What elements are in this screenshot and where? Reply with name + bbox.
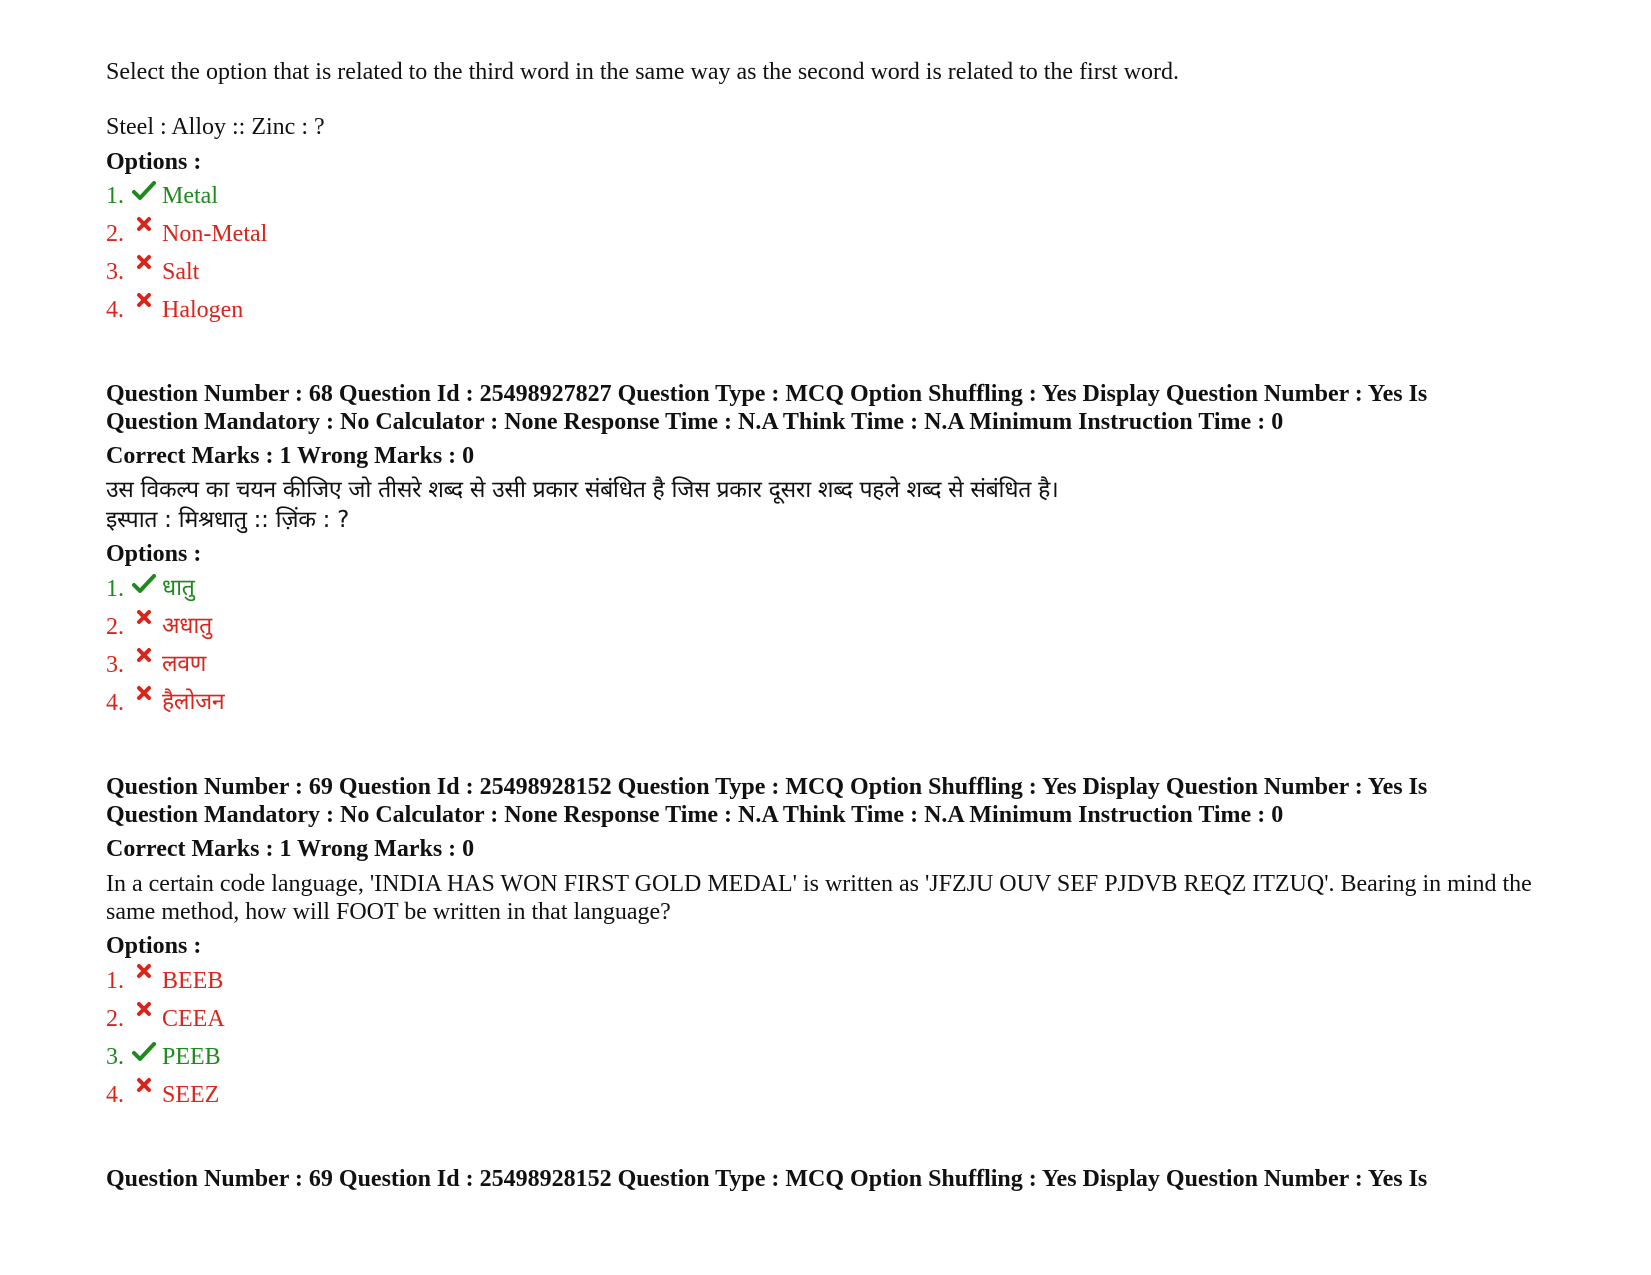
option-item [106,220,1576,258]
question-69 [106,773,1576,1119]
options-label: Options : [106,932,202,959]
option-text: PEEB [162,1043,221,1070]
wrong-mark [132,296,162,322]
option-number: 4. [106,1081,124,1108]
option-number: 1. [106,183,124,210]
question-instruction: Select the option that is related to the third word in the same way as the second word is related to the first word. [106,59,1180,85]
option-number: 2. [106,221,124,248]
option-item [106,182,1576,220]
cross-icon [136,609,152,625]
wrong-mark [132,1081,162,1107]
option-text: अधातु [162,613,212,640]
options-label: Options : [106,541,202,568]
wrong-mark [132,1005,162,1031]
correct-mark [132,1043,162,1069]
option-number: 3. [106,1043,124,1070]
question-marks: Correct Marks : 1 Wrong Marks : 0 [106,443,475,470]
wrong-mark [132,613,162,639]
cross-icon [136,647,152,663]
question-meta-line-2: Question Mandatory : No Calculator : None Response Time : N.A Think Time : N.A Minimum Instruction Time : 0 [106,802,1284,829]
cross-icon [136,1001,152,1017]
option-number: 1. [106,576,124,603]
option-item [106,613,1576,651]
options-list [106,575,1576,727]
question-marks: Correct Marks : 1 Wrong Marks : 0 [106,836,475,863]
question-67 [106,58,1576,334]
option-text: Salt [162,259,200,286]
question-68 [106,380,1576,727]
option-text: Non-Metal [162,221,268,248]
option-text: Metal [162,183,218,210]
cross-icon [136,292,152,308]
question-instruction: In a certain code language, 'INDIA HAS WON FIRST GOLD MEDAL' is written as 'JFZJU OUV SEF PJDVB REQZ ITZUQ'. Bearing in mind the same method, how will FOOT be written in that language? [106,870,1532,925]
option-text: CEEA [162,1005,225,1032]
option-number: 2. [106,614,124,641]
option-number: 3. [106,652,124,679]
question-meta-line-1: Question Number : 69 Question Id : 25498928152 Question Type : MCQ Option Shuffling : Yes Display Question Number : Yes Is [106,1165,1428,1192]
option-item [106,967,1576,1005]
wrong-mark [132,220,162,246]
option-item [106,296,1576,334]
options-list [106,967,1576,1119]
option-item [106,575,1576,613]
option-number: 3. [106,259,124,286]
option-number: 2. [106,1005,124,1032]
option-number: 1. [106,967,124,994]
option-text: Halogen [162,297,244,324]
option-item [106,1005,1576,1043]
question-meta-line-1: Question Number : 69 Question Id : 25498928152 Question Type : MCQ Option Shuffling : Yes Display Question Number : Yes Is [106,774,1428,801]
cross-icon [136,1077,152,1093]
question-paper [106,58,1576,1239]
option-text: BEEB [162,967,224,994]
option-text: हैलोजन [162,689,225,716]
question-pair: Steel : Alloy :: Zinc : ? [106,113,325,140]
correct-mark [132,182,162,208]
option-item [106,258,1576,296]
question-meta-line-2: Question Mandatory : No Calculator : None Response Time : N.A Think Time : N.A Minimum Instruction Time : 0 [106,409,1284,436]
option-text: लवण [162,651,207,678]
option-text: SEEZ [162,1081,220,1108]
cross-icon [136,254,152,270]
check-icon [132,180,156,202]
cross-icon [136,216,152,232]
options-list [106,182,1576,334]
check-icon [132,1041,156,1063]
question-meta-line-1: Question Number : 68 Question Id : 25498927827 Question Type : MCQ Option Shuffling : Yes Display Question Number : Yes Is [106,381,1428,408]
cross-icon [136,685,152,701]
wrong-mark [132,967,162,993]
question-pair: इस्पात : मिश्रधातु :: ज़िंक : ? [106,506,350,533]
wrong-mark [132,258,162,284]
option-text: धातु [162,575,195,602]
options-label: Options : [106,148,202,175]
option-number: 4. [106,297,124,324]
option-item [106,689,1576,727]
option-item [106,651,1576,689]
cross-icon [136,963,152,979]
option-item [106,1043,1576,1081]
option-item [106,1081,1576,1119]
check-icon [132,573,156,595]
option-number: 4. [106,690,124,717]
question-instruction: उस विकल्प का चयन कीजिए जो तीसरे शब्द से उसी प्रकार संबंधित है जिस प्रकार दूसरा शब्द पहले शब्द से संबंधित है। [106,477,1059,504]
correct-mark [132,575,162,601]
question-69-repeat [106,1165,1576,1193]
wrong-mark [132,689,162,715]
wrong-mark [132,651,162,677]
